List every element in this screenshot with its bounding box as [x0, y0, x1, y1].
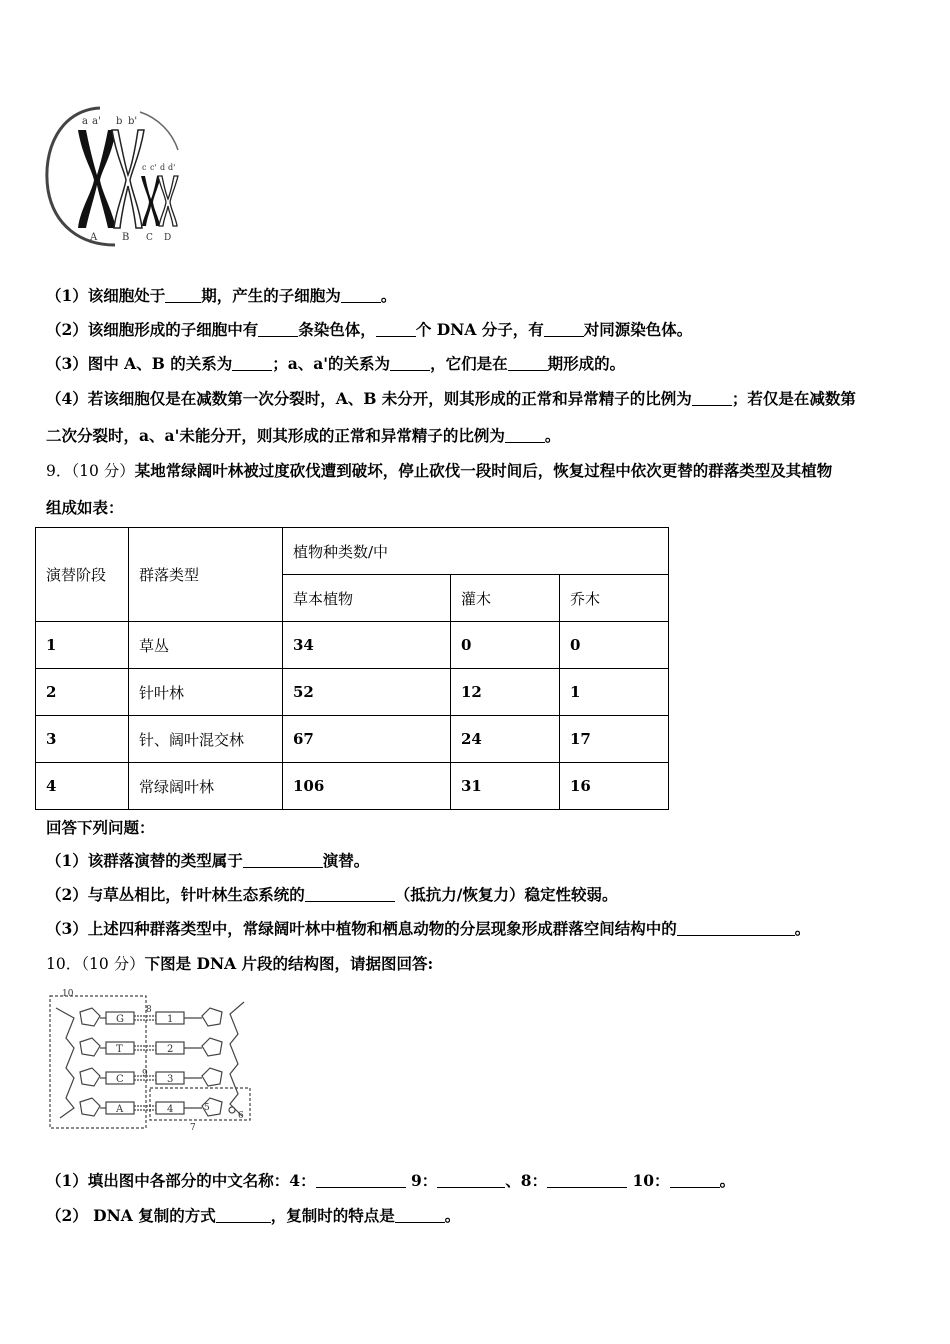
table-row: 3 针、阔叶混交林 67 24 17: [36, 716, 669, 763]
answer-blank[interactable]: [677, 920, 795, 936]
q9-answer-prompt: 回答下列问题：: [46, 818, 155, 837]
answer-blank[interactable]: [544, 321, 584, 337]
q10-item-2: （2） DNA 复制的方式 ，复制时的特点是 。: [46, 1206, 461, 1225]
q8-item-3: （3）图中 A、B 的关系为 ；a、a'的关系为 ，它们是在 期形成的。: [46, 354, 626, 373]
header-community-type: 群落类型: [129, 528, 283, 622]
q10-intro: 10．（10 分）下图是 DNA 片段的结构图，请据图回答:: [46, 954, 434, 973]
q8-item-1: （1）该细胞处于 期，产生的子细胞为 。: [46, 286, 397, 305]
header-herb: 草本植物: [283, 575, 451, 622]
q9-number: 9．（10 分）: [46, 462, 135, 480]
label-5: 5: [204, 1103, 210, 1113]
base-1: 1: [167, 1014, 174, 1025]
label-D: D: [164, 233, 172, 243]
label-6: 6: [238, 1111, 244, 1121]
base-4: 4: [167, 1104, 174, 1115]
base-2: 2: [167, 1044, 174, 1055]
header-shrub: 灌木: [451, 575, 560, 622]
dna-structure-figure: [44, 986, 259, 1134]
q8-item-4-line2: 二次分裂时，a、a'未能分开，则其形成的正常和异常精子的比例为 。: [46, 426, 561, 445]
answer-blank[interactable]: [395, 1207, 445, 1223]
answer-blank[interactable]: [670, 1172, 720, 1188]
answer-blank[interactable]: [165, 287, 201, 303]
answer-blank[interactable]: [376, 321, 416, 337]
q8-item-4-line1: （4）若该细胞仅是在减数第一次分裂时，A、B 未分开，则其形成的正常和异常精子的比例为 ；若仅是在减数第: [46, 389, 856, 408]
header-stage: 演替阶段: [36, 528, 129, 622]
label-b-prime: b': [128, 116, 138, 127]
answer-blank[interactable]: [243, 852, 323, 868]
base-G: G: [116, 1014, 124, 1025]
q9-intro-line1: 9．（10 分）某地常绿阔叶林被过度砍伐遭到破坏，停止砍伐一段时间后，恢复过程中依次更替的群落类型及其植物: [46, 461, 833, 480]
label-c-prime: c': [150, 163, 157, 172]
answer-blank[interactable]: [508, 355, 548, 371]
answer-blank[interactable]: [258, 321, 298, 337]
base-C: C: [116, 1074, 124, 1085]
answer-blank[interactable]: [437, 1172, 505, 1188]
label-a-prime: a': [92, 116, 101, 127]
label-d: d: [160, 163, 166, 172]
label-B: B: [122, 232, 130, 243]
q9-intro-line2: 组成如表：: [46, 498, 124, 517]
q9-item-2: （2）与草丛相比，针叶林生态系统的 （抵抗力/恢复力）稳定性较弱。: [46, 885, 618, 904]
answer-blank[interactable]: [316, 1172, 406, 1188]
label-a: a: [82, 116, 88, 127]
label-C: C: [146, 233, 153, 243]
label-8: 8: [146, 1005, 152, 1015]
succession-table: [35, 527, 669, 810]
answer-blank[interactable]: [390, 355, 430, 371]
label-10: 10: [62, 989, 74, 999]
chromosome-figure: [40, 100, 190, 250]
label-A: A: [90, 232, 98, 243]
q8-item-2: （2）该细胞形成的子细胞中有 条染色体， 个 DNA 分子，有 对同源染色体。: [46, 320, 693, 339]
answer-blank[interactable]: [341, 287, 381, 303]
answer-blank[interactable]: [692, 390, 732, 406]
base-A: A: [116, 1104, 124, 1115]
q9-item-3: （3）上述四种群落类型中，常绿阔叶林中植物和栖息动物的分层现象形成群落空间结构中的 。: [46, 919, 811, 938]
table-row: 4 常绿阔叶林 106 31 16: [36, 763, 669, 810]
table-row: 1 草丛 34 0 0: [36, 622, 669, 669]
q10-item-1: （1）填出图中各部分的中文名称：4： 9： 、8： 10： 。: [46, 1171, 736, 1190]
label-b: b: [116, 116, 123, 127]
label-9: 9: [142, 1069, 148, 1079]
answer-blank[interactable]: [547, 1172, 627, 1188]
answer-blank[interactable]: [216, 1207, 271, 1223]
answer-blank[interactable]: [505, 427, 545, 443]
label-c: c: [142, 163, 147, 172]
table-row: 2 针叶林 52 12 1: [36, 669, 669, 716]
header-species-count: 植物种类数/中: [283, 528, 669, 575]
header-tree: 乔木: [560, 575, 669, 622]
base-T: T: [116, 1044, 123, 1055]
q9-item-1: （1）该群落演替的类型属于 演替。: [46, 851, 370, 870]
q10-number: 10．（10 分）: [46, 955, 145, 973]
answer-blank[interactable]: [232, 355, 272, 371]
label-7: 7: [190, 1123, 196, 1133]
base-3: 3: [167, 1074, 174, 1085]
label-d-prime: d': [168, 163, 176, 172]
answer-blank[interactable]: [305, 886, 395, 902]
